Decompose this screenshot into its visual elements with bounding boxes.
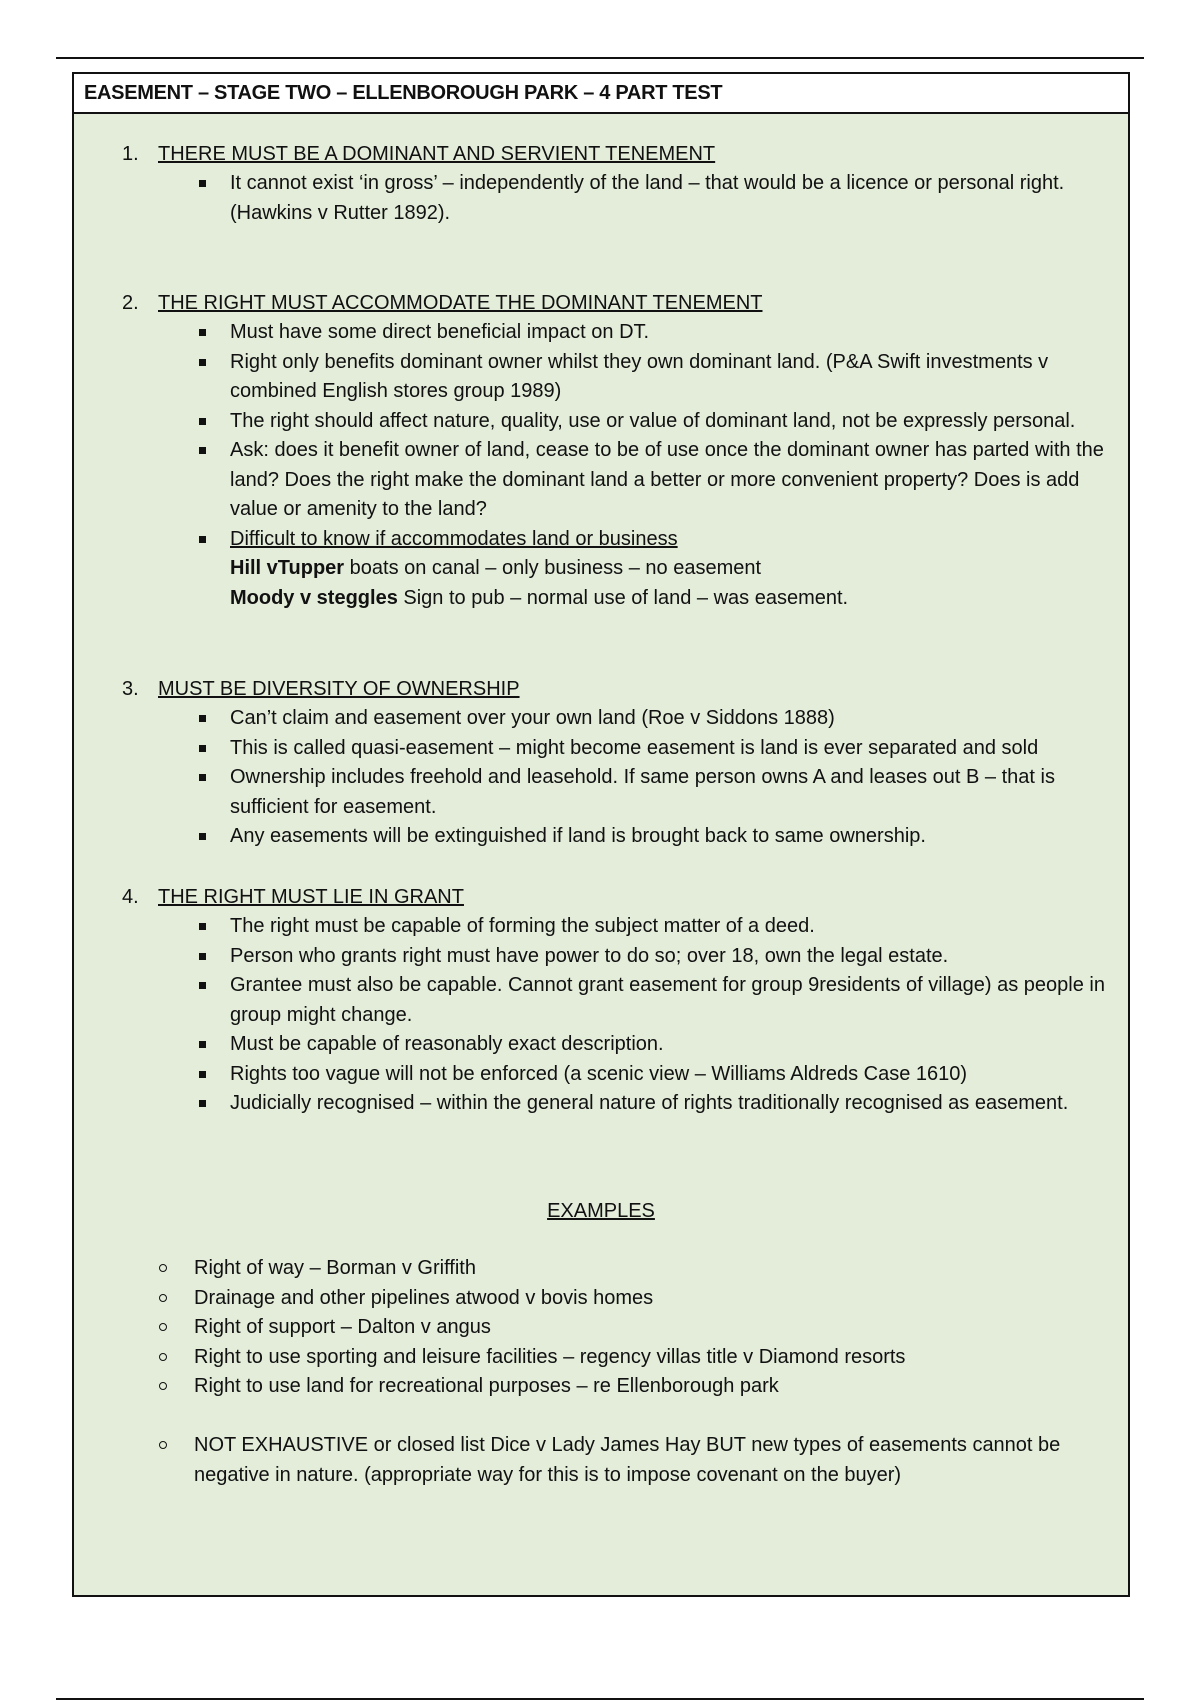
square-bullet-icon	[199, 1100, 206, 1107]
list-item: Right of support – Dalton v angus	[74, 1313, 1128, 1343]
section-title: MUST BE DIVERSITY OF OWNERSHIP	[158, 678, 520, 700]
square-bullet-icon	[199, 447, 206, 454]
case-example: Moody v steggles Sign to pub – normal use of land – was easement.	[230, 586, 849, 609]
list-item: Right of way – Borman v Griffith	[74, 1254, 1128, 1284]
section-2	[74, 288, 1128, 613]
bullet-list	[74, 169, 1128, 228]
case-name: Hill vTupper	[230, 557, 345, 579]
examples-note	[74, 1431, 1128, 1490]
case-reference: (Hawkins v Rutter 1892).	[230, 201, 451, 224]
section-number: 3.	[122, 678, 139, 700]
list-item: Judicially recognised – within the general nature of rights traditionally recognised as easement.	[74, 1089, 1128, 1119]
list-item: The right must be capable of forming the subject matter of a deed.	[74, 912, 1128, 942]
square-bullet-icon	[199, 953, 206, 960]
circle-bullet-icon	[159, 1353, 167, 1361]
list-item: Person who grants right must have power to do so; over 18, own the legal estate.	[74, 942, 1128, 972]
list-item: Right to use sporting and leisure facilities – regency villas title v Diamond resorts	[74, 1343, 1128, 1373]
circle-bullet-icon	[159, 1382, 167, 1390]
square-bullet-icon	[199, 833, 206, 840]
bullet-list	[74, 912, 1128, 1119]
case-example: Hill vTupper boats on canal – only business – no easement	[230, 557, 762, 579]
examples-heading: EXAMPLES	[547, 1200, 655, 1222]
list-item: Difficult to know if accommodates land or business	[74, 525, 1128, 555]
case-name: Moody v steggles	[230, 586, 398, 609]
square-bullet-icon	[199, 359, 206, 366]
section-3	[74, 674, 1128, 852]
circle-bullet-icon	[159, 1441, 167, 1449]
circle-bullet-icon	[159, 1264, 167, 1272]
section-title: THERE MUST BE A DOMINANT AND SERVIENT TENEMENT	[158, 143, 716, 165]
list-item: Rights too vague will not be enforced (a scenic view – Williams Aldreds Case 1610)	[74, 1060, 1128, 1090]
page-title: EASEMENT – STAGE TWO – ELLENBOROUGH PARK – 4 PART TEST	[74, 74, 1128, 114]
square-bullet-icon	[199, 536, 206, 543]
list-item: Must be capable of reasonably exact description.	[74, 1030, 1128, 1060]
notes-box	[72, 72, 1130, 1597]
list-item: Ownership includes freehold and leasehold. If same person owns A and leases out B – that is sufficient for easement.	[74, 763, 1128, 822]
list-item-continuation	[74, 199, 1128, 229]
section-number: 4.	[122, 886, 139, 908]
bullet-list	[74, 704, 1128, 852]
list-item: Drainage and other pipelines atwood v bovis homes	[74, 1284, 1128, 1314]
section-heading	[74, 882, 1128, 912]
section-4	[74, 882, 1128, 1119]
square-bullet-icon	[199, 1071, 206, 1078]
circle-bullet-icon	[159, 1323, 167, 1331]
section-title: THE RIGHT MUST ACCOMMODATE THE DOMINANT TENEMENT	[158, 292, 763, 314]
top-rule	[56, 57, 1144, 59]
section-1	[74, 139, 1128, 228]
section-heading	[74, 674, 1128, 704]
examples-list	[74, 1254, 1128, 1402]
section-heading	[74, 288, 1128, 318]
square-bullet-icon	[199, 1041, 206, 1048]
list-item: Ask: does it benefit owner of land, cease to be of use once the dominant owner has parted with the land? Does the right make the dominant land a better or more convenient property? Does is add value or amenity to the land?	[74, 436, 1128, 525]
circle-bullet-icon	[159, 1294, 167, 1302]
square-bullet-icon	[199, 418, 206, 425]
list-item: Right only benefits dominant owner whilst they own dominant land. (P&A Swift investments v combined English stores group 1989)	[74, 348, 1128, 407]
square-bullet-icon	[199, 180, 206, 187]
list-item: It cannot exist ‘in gross’ – independently of the land – that would be a licence or personal right.	[74, 169, 1128, 199]
section-number: 1.	[122, 143, 139, 165]
square-bullet-icon	[199, 715, 206, 722]
section-title: THE RIGHT MUST LIE IN GRANT	[158, 886, 464, 908]
list-item: Must have some direct beneficial impact on DT.	[74, 318, 1128, 348]
list-item: Right to use land for recreational purposes – re Ellenborough park	[74, 1372, 1128, 1402]
square-bullet-icon	[199, 745, 206, 752]
list-item: Any easements will be extinguished if land is brought back to same ownership.	[74, 822, 1128, 852]
section-heading	[74, 139, 1128, 169]
list-item: Can’t claim and easement over your own land (Roe v Siddons 1888)	[74, 704, 1128, 734]
list-item: This is called quasi-easement – might become easement is land is ever separated and sold	[74, 734, 1128, 764]
square-bullet-icon	[199, 329, 206, 336]
section-number: 2.	[122, 292, 139, 314]
square-bullet-icon	[199, 774, 206, 781]
list-item: The right should affect nature, quality, use or value of dominant land, not be expressly personal.	[74, 407, 1128, 437]
square-bullet-icon	[199, 923, 206, 930]
list-item: Grantee must also be capable. Cannot grant easement for group 9residents of village) as people in group might change.	[74, 971, 1128, 1030]
bullet-list	[74, 318, 1128, 613]
list-item: NOT EXHAUSTIVE or closed list Dice v Lady James Hay BUT new types of easements cannot be negative in nature. (appropriate way for this is to impose covenant on the buyer)	[74, 1431, 1128, 1490]
square-bullet-icon	[199, 982, 206, 989]
